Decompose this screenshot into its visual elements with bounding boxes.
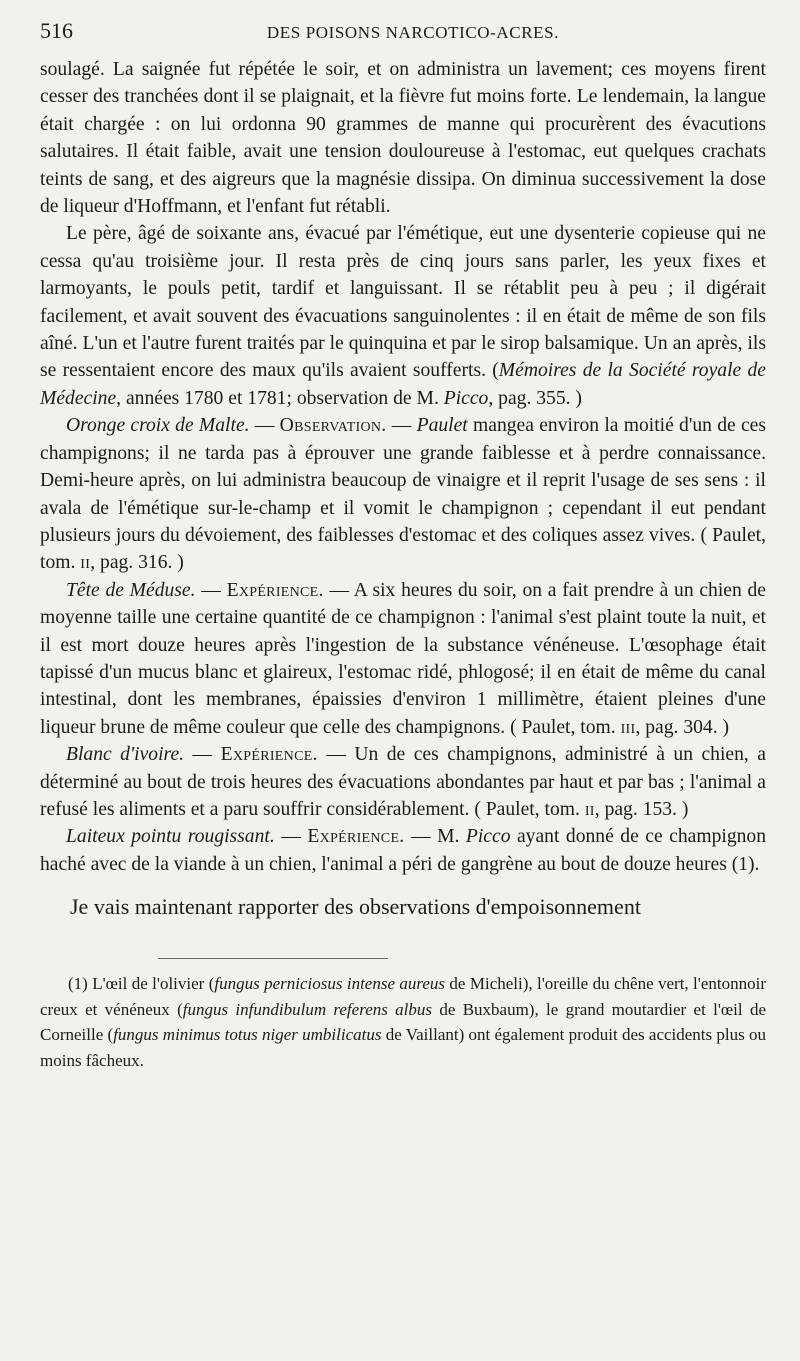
page-header bbox=[40, 18, 766, 52]
entry-oronge-croix-de-malte: Oronge croix de Malte. — Observation. — Paulet mangea environ la moitié d'un de ces champignons; il ne tarda pas à éprouver une grande faiblesse et à perdre connaissance. Demi-heure après, on lui administra beaucoup de vinaigre et il reprit l'usage de ses sens : il avala de l'émétique sur-le-champ et il vomit le champignon ; cependant il eut pendant plusieurs jours du dévoiement, des faiblesses d'estomac et des coliques assez vives. ( Paulet, tom. ii, pag. 316. ) bbox=[40, 415, 766, 574]
entry-laiteux-pointu-rougissant: Laiteux pointu rougissant. — Expérience. — M. Picco ayant donné de ce champignon haché avec de la viande à un chien, l'animal a péri de gangrène au bout de douze heures (1). bbox=[40, 826, 767, 875]
paragraph-father-case: Le père, âgé de soixante ans, évacué par l'émétique, eut une dysenterie copieuse qui ne cessa qu'au troisième jour. Il resta près de cinq jours sans parler, les yeux fixes et larmoyants, le pouls petit, tardif et languissant. Il se rétablit peu à peu ; il digérait facilement, et avait souvent des évacuations sanguinolentes : il en était de même de son fils aîné. L'un et l'autre furent traités par le quinquina et par le sirop balsamique. Un an après, ils se ressentaient encore des maux qu'ils avaient soufferts. (Mémoires de la Société royale de Médecine, années 1780 et 1781; observation de M. Picco, pag. 355. ) bbox=[40, 223, 766, 409]
paragraph-continuation: soulagé. La saignée fut répétée le soir, et on administra un lavement; ces moyens firent cesser des tranchées dont il se plaignait, et la fièvre fut moins forte. Le lendemain, la langue était chargée : on lui ordonna 90 grammes de manne qui procurèrent des évacutions salutaires. Il était faible, avait une tension douloureuse à l'estomac, eut quelques crachats teints de sang, et des aigreurs que la magnésie dissipa. On diminua successivement la dose de liqueur d'Hoffmann, et l'enfant fut rétabli. bbox=[40, 59, 766, 218]
page-number: 516 bbox=[40, 18, 73, 43]
entry-blanc-d-ivoire: Blanc d'ivoire. — Expérience. — Un de ces champignons, administré à un chien, a déterminé au bout de trois heures des évacuations abondantes par haut et par bas ; l'animal a refusé les aliments et a paru souffrir considérablement. ( Paulet, tom. ii, pag. 153. ) bbox=[40, 744, 766, 820]
page-body bbox=[40, 56, 766, 922]
footnote-text: (1) L'œil de l'olivier (fungus perniciosus intense aureus de Micheli), l'oreille du chêne vert, l'entonnoir creux et vénéneux (fungus infundibulum referens albus de Buxbaum), le grand moutardier et l'œil de Corneille (fungus minimus totus niger umbilicatus de Vaillant) ont également produit des accidents plus ou moins fâcheux. bbox=[40, 974, 767, 1070]
entry-kind: Observation. bbox=[279, 415, 387, 437]
lead-sentence: Je vais maintenant rapporter des observations d'empoisonnement bbox=[70, 894, 641, 920]
species-name: Oronge croix de Malte. bbox=[66, 415, 250, 437]
entry-kind: Expérience. bbox=[220, 744, 318, 766]
running-title: DES POISONS NARCOTICO-ACRES. bbox=[266, 23, 560, 42]
species-name: Blanc d'ivoire. bbox=[66, 744, 185, 766]
author-name: Paulet bbox=[416, 415, 468, 437]
entry-tete-de-meduse: Tête de Méduse. — Expérience. — A six heures du soir, on a fait prendre à un chien de moyenne taille une certaine quantité de ce champignon : l'animal s'est plaint toute la nuit, et il est mort douze heures après l'ingestion de la substance vénéneuse. L'œsophage était tapissé d'un mucus blanc et glaireux, l'estomac ridé, phlogosé; il en était de même du canal intestinal, dont les membranes, épaissies d'environ 1 millimètre, étaient pleines d'une liqueur brune de même couleur que celle des champignons. ( Paulet, tom. iii, pag. 304. ) bbox=[40, 579, 766, 738]
species-name: Tête de Méduse. bbox=[66, 579, 196, 601]
footnote-rule bbox=[158, 958, 388, 959]
author-name: Picco bbox=[443, 387, 489, 409]
entry-kind: Expérience. bbox=[307, 826, 405, 848]
footnote bbox=[40, 971, 766, 1073]
author-name: Picco bbox=[465, 826, 511, 848]
journal-title: Mémoires de la Société royale de Médecine bbox=[40, 360, 766, 409]
species-name: Laiteux pointu rougissant. bbox=[66, 826, 275, 848]
entry-kind: Expérience. bbox=[226, 579, 324, 601]
